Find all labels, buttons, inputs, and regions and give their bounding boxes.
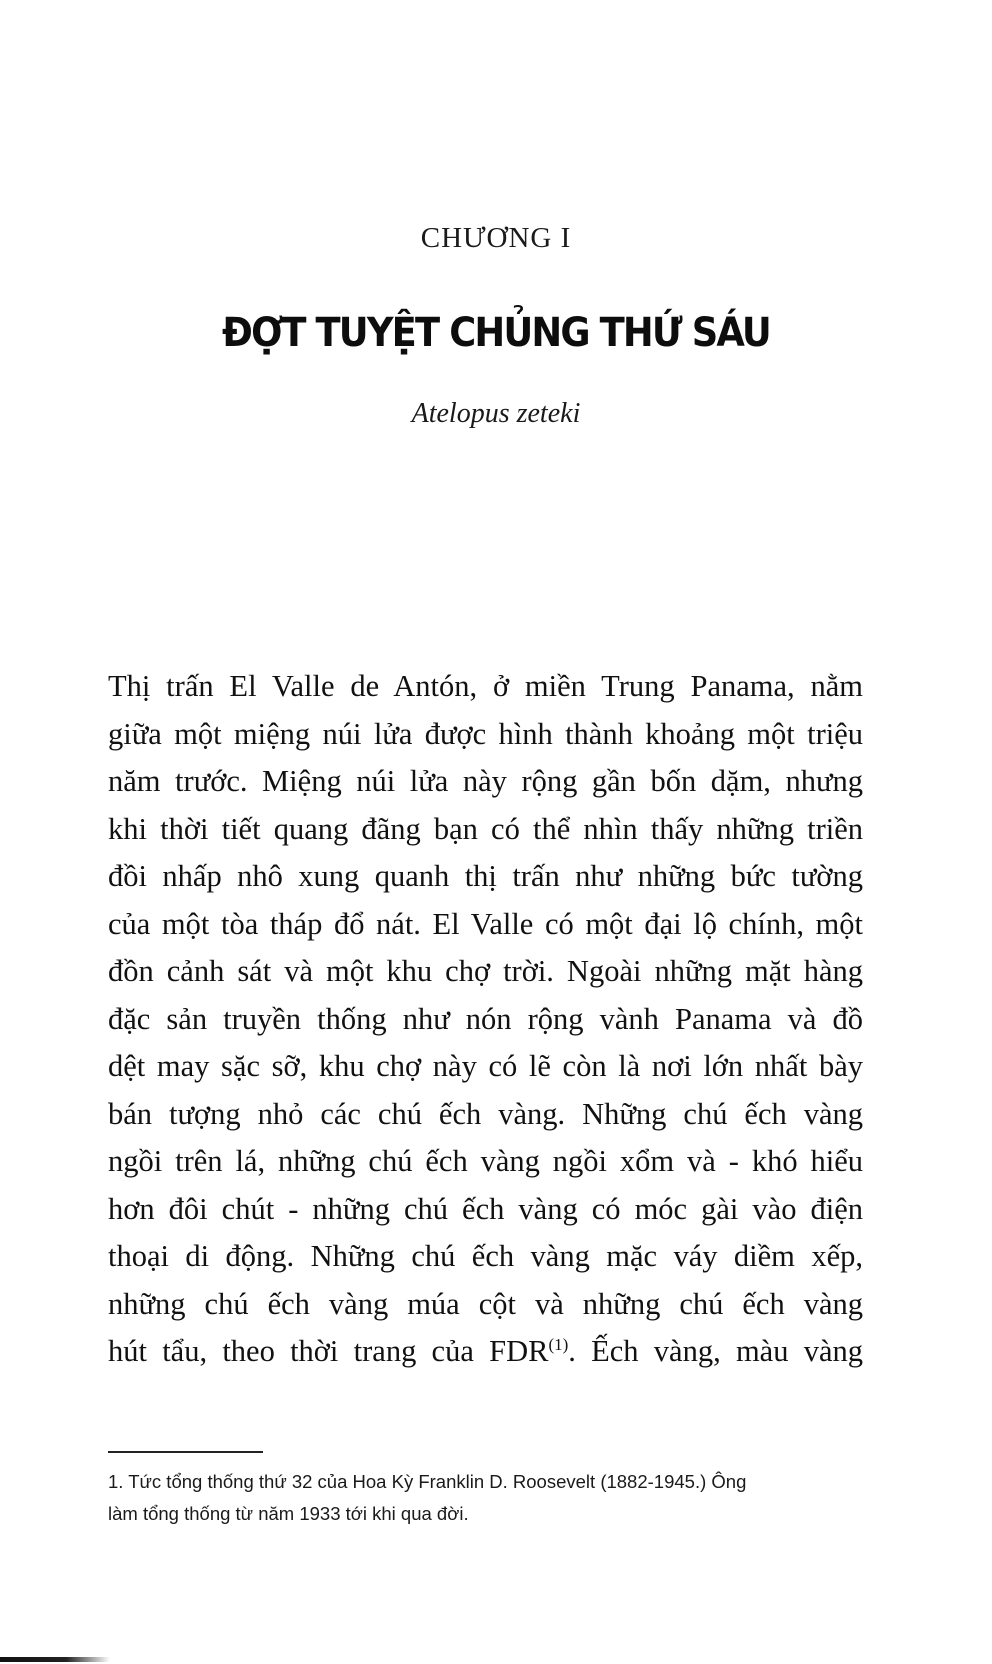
- footnote: [108, 1466, 868, 1530]
- chapter-subtitle: Atelopus zeteki: [411, 398, 581, 429]
- body-line: của một tòa tháp đổ nát. El Valle có một đại lộ chính, một: [108, 906, 863, 941]
- footnote-line: 1. Tức tổng thống thứ 32 của Hoa Kỳ Franklin D. Roosevelt (1882-1945.) Ông: [108, 1471, 747, 1492]
- footnote-line: làm tổng thống từ năm 1933 tới khi qua đời.: [108, 1503, 469, 1524]
- body-line: thoại di động. Những chú ếch vàng mặc váy diềm xếp,: [108, 1239, 863, 1273]
- body-paragraph: [108, 663, 863, 1376]
- body-line: khi thời tiết quang đãng bạn có thể nhìn thấy những triền: [108, 811, 863, 846]
- footnote-reference[interactable]: (1): [548, 1335, 569, 1354]
- body-line: ngồi trên lá, những chú ếch vàng ngồi xổm và - khó hiểu: [108, 1144, 863, 1178]
- body-line: năm trước. Miệng núi lửa này rộng gần bốn dặm, nhưng: [108, 764, 863, 798]
- body-line: bán tượng nhỏ các chú ếch vàng. Những chú ếch vàng: [108, 1096, 863, 1131]
- body-line: những chú ếch vàng múa cột và những chú ếch vàng: [108, 1286, 863, 1321]
- body-line: đồn cảnh sát và một khu chợ trời. Ngoài những mặt hàng: [108, 954, 863, 988]
- page-edge-shadow: [0, 1657, 110, 1662]
- chapter-title: ĐỢT TUYỆT CHỦNG THỨ SÁU: [222, 310, 770, 356]
- footnote-divider: [108, 1451, 263, 1453]
- body-line: dệt may sặc sỡ, khu chợ này có lẽ còn là nơi lớn nhất bày: [108, 1049, 863, 1083]
- body-line-text: . Ếch vàng, màu vàng: [568, 1334, 863, 1368]
- body-line-text: hút tẩu, theo thời trang của FDR: [108, 1334, 549, 1368]
- body-line: đặc sản truyền thống như nón rộng vành Panama và đồ: [108, 1001, 863, 1036]
- chapter-label: CHƯƠNG I: [420, 222, 572, 254]
- body-line: hơn đôi chút - những chú ếch vàng có móc gài vào điện: [108, 1191, 863, 1226]
- body-line-with-footnote: [108, 1328, 863, 1376]
- body-line: Thị trấn El Valle de Antón, ở miền Trung Panama, nằm: [108, 669, 863, 703]
- body-line: giữa một miệng núi lửa được hình thành khoảng một triệu: [108, 716, 863, 751]
- body-line: đồi nhấp nhô xung quanh thị trấn như những bức tường: [108, 859, 863, 893]
